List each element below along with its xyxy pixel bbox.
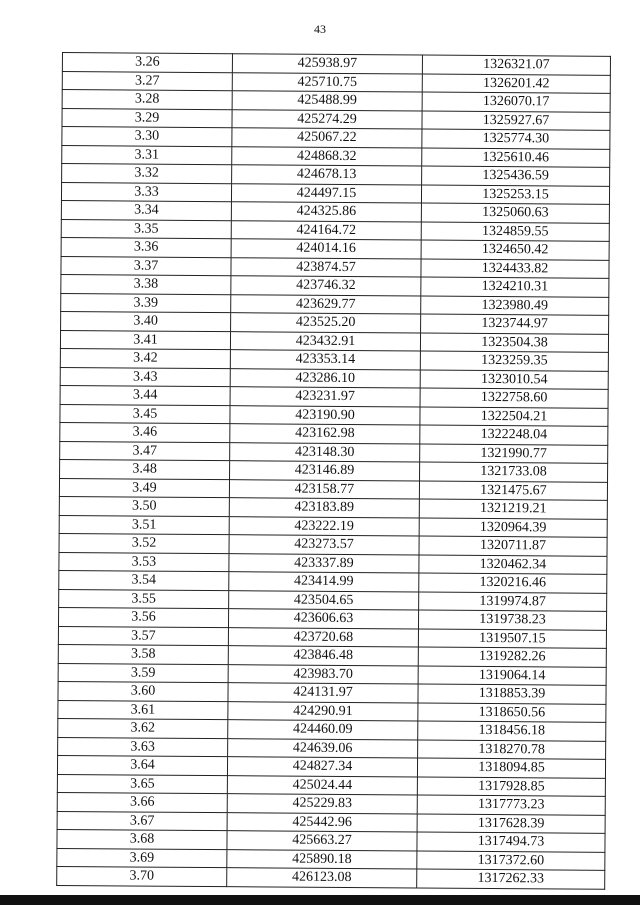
point-id-cell: 3.57 <box>58 626 228 646</box>
y-coordinate-cell: 1321990.77 <box>420 444 608 464</box>
y-coordinate-cell: 1317494.73 <box>417 832 605 852</box>
x-coordinate-cell: 425938.97 <box>232 54 422 74</box>
scan-bottom-edge <box>0 895 640 905</box>
y-coordinate-cell: 1323504.38 <box>420 333 608 353</box>
x-coordinate-cell: 425274.29 <box>232 109 422 129</box>
y-coordinate-cell: 1318853.39 <box>418 684 606 704</box>
point-id-cell: 3.62 <box>58 718 228 738</box>
x-coordinate-cell: 424868.32 <box>232 146 422 166</box>
point-id-cell: 3.33 <box>61 182 231 202</box>
x-coordinate-cell: 424497.15 <box>231 183 421 203</box>
x-coordinate-cell: 425890.18 <box>227 849 417 869</box>
point-id-cell: 3.29 <box>62 108 232 128</box>
x-coordinate-cell: 424639.06 <box>228 738 418 758</box>
y-coordinate-cell: 1325610.46 <box>422 148 610 168</box>
point-id-cell: 3.53 <box>59 552 229 572</box>
coordinates-table <box>56 52 611 889</box>
y-coordinate-cell: 1322758.60 <box>420 388 608 408</box>
y-coordinate-cell: 1318650.56 <box>418 703 606 723</box>
point-id-cell: 3.36 <box>61 237 231 257</box>
y-coordinate-cell: 1318270.78 <box>418 740 606 760</box>
x-coordinate-cell: 424131.97 <box>228 683 418 703</box>
y-coordinate-cell: 1325060.63 <box>421 203 609 223</box>
x-coordinate-cell: 423286.10 <box>230 368 420 388</box>
x-coordinate-cell: 425229.83 <box>227 794 417 814</box>
x-coordinate-cell: 423148.30 <box>230 442 420 462</box>
y-coordinate-cell: 1324859.55 <box>421 222 609 242</box>
y-coordinate-cell: 1317928.85 <box>417 776 605 796</box>
y-coordinate-cell: 1325253.15 <box>421 185 609 205</box>
y-coordinate-cell: 1320462.34 <box>419 555 607 575</box>
y-coordinate-cell: 1317372.60 <box>417 850 605 870</box>
point-id-cell: 3.66 <box>57 792 227 812</box>
point-id-cell: 3.68 <box>57 829 227 849</box>
point-id-cell: 3.42 <box>60 348 230 368</box>
point-id-cell: 3.47 <box>60 441 230 461</box>
point-id-cell: 3.37 <box>61 256 231 276</box>
x-coordinate-cell: 424014.16 <box>231 239 421 259</box>
y-coordinate-cell: 1326321.07 <box>422 55 610 75</box>
coordinates-table-body <box>57 53 611 889</box>
x-coordinate-cell: 423846.48 <box>228 646 418 666</box>
table-row <box>57 866 605 888</box>
x-coordinate-cell: 423432.91 <box>230 331 420 351</box>
point-id-cell: 3.55 <box>59 589 229 609</box>
point-id-cell: 3.67 <box>57 811 227 831</box>
x-coordinate-cell: 423414.99 <box>229 572 419 592</box>
y-coordinate-cell: 1318456.18 <box>418 721 606 741</box>
x-coordinate-cell: 423190.90 <box>230 405 420 425</box>
y-coordinate-cell: 1317262.33 <box>417 869 605 889</box>
point-id-cell: 3.45 <box>60 404 230 424</box>
point-id-cell: 3.65 <box>57 774 227 794</box>
x-coordinate-cell: 425710.75 <box>232 72 422 92</box>
y-coordinate-cell: 1326070.17 <box>422 92 610 112</box>
x-coordinate-cell: 424164.72 <box>231 220 421 240</box>
x-coordinate-cell: 423183.89 <box>229 498 419 518</box>
point-id-cell: 3.61 <box>58 700 228 720</box>
y-coordinate-cell: 1321219.21 <box>419 499 607 519</box>
x-coordinate-cell: 425663.27 <box>227 831 417 851</box>
y-coordinate-cell: 1318094.85 <box>417 758 605 778</box>
page-number: 43 <box>314 22 326 36</box>
y-coordinate-cell: 1325927.67 <box>422 111 610 131</box>
y-coordinate-cell: 1325436.59 <box>422 166 610 186</box>
point-id-cell: 3.43 <box>60 367 230 387</box>
point-id-cell: 3.31 <box>62 145 232 165</box>
y-coordinate-cell: 1320216.46 <box>419 573 607 593</box>
point-id-cell: 3.30 <box>62 127 232 147</box>
point-id-cell: 3.58 <box>58 644 228 664</box>
point-id-cell: 3.69 <box>57 848 227 868</box>
point-id-cell: 3.63 <box>58 737 228 757</box>
x-coordinate-cell: 423504.65 <box>229 590 419 610</box>
point-id-cell: 3.28 <box>62 90 232 110</box>
y-coordinate-cell: 1322504.21 <box>420 407 608 427</box>
x-coordinate-cell: 425442.96 <box>227 812 417 832</box>
y-coordinate-cell: 1317628.39 <box>417 813 605 833</box>
x-coordinate-cell: 423162.98 <box>230 424 420 444</box>
point-id-cell: 3.46 <box>60 422 230 442</box>
point-id-cell: 3.51 <box>59 515 229 535</box>
point-id-cell: 3.48 <box>60 459 230 479</box>
y-coordinate-cell: 1324650.42 <box>421 240 609 260</box>
x-coordinate-cell: 423158.77 <box>229 479 419 499</box>
x-coordinate-cell: 425067.22 <box>232 128 422 148</box>
x-coordinate-cell: 425488.99 <box>232 91 422 111</box>
y-coordinate-cell: 1319507.15 <box>418 629 606 649</box>
x-coordinate-cell: 424325.86 <box>231 202 421 222</box>
point-id-cell: 3.50 <box>59 496 229 516</box>
y-coordinate-cell: 1323010.54 <box>420 370 608 390</box>
point-id-cell: 3.60 <box>58 681 228 701</box>
y-coordinate-cell: 1319064.14 <box>418 666 606 686</box>
y-coordinate-cell: 1320964.39 <box>419 518 607 538</box>
point-id-cell: 3.32 <box>62 164 232 184</box>
point-id-cell: 3.39 <box>61 293 231 313</box>
x-coordinate-cell: 423273.57 <box>229 535 419 555</box>
y-coordinate-cell: 1323259.35 <box>420 351 608 371</box>
point-id-cell: 3.35 <box>61 219 231 239</box>
y-coordinate-cell: 1326201.42 <box>422 74 610 94</box>
y-coordinate-cell: 1324210.31 <box>421 277 609 297</box>
x-coordinate-cell: 423337.89 <box>229 553 419 573</box>
x-coordinate-cell: 424678.13 <box>232 165 422 185</box>
point-id-cell: 3.70 <box>57 866 227 886</box>
x-coordinate-cell: 423720.68 <box>228 627 418 647</box>
y-coordinate-cell: 1324433.82 <box>421 259 609 279</box>
y-coordinate-cell: 1317773.23 <box>417 795 605 815</box>
point-id-cell: 3.41 <box>60 330 230 350</box>
y-coordinate-cell: 1319738.23 <box>418 610 606 630</box>
x-coordinate-cell: 424827.34 <box>227 757 417 777</box>
x-coordinate-cell: 423353.14 <box>230 350 420 370</box>
y-coordinate-cell: 1325774.30 <box>422 129 610 149</box>
point-id-cell: 3.64 <box>57 755 227 775</box>
point-id-cell: 3.27 <box>62 71 232 91</box>
y-coordinate-cell: 1322248.04 <box>420 425 608 445</box>
point-id-cell: 3.38 <box>61 274 231 294</box>
x-coordinate-cell: 423525.20 <box>231 313 421 333</box>
x-coordinate-cell: 424290.91 <box>228 701 418 721</box>
x-coordinate-cell: 423629.77 <box>231 294 421 314</box>
point-id-cell: 3.52 <box>59 533 229 553</box>
y-coordinate-cell: 1319282.26 <box>418 647 606 667</box>
x-coordinate-cell: 423146.89 <box>230 461 420 481</box>
point-id-cell: 3.34 <box>61 200 231 220</box>
coordinates-table-wrapper <box>56 52 610 889</box>
x-coordinate-cell: 423746.32 <box>231 276 421 296</box>
point-id-cell: 3.49 <box>59 478 229 498</box>
point-id-cell: 3.26 <box>62 53 232 73</box>
y-coordinate-cell: 1323980.49 <box>421 296 609 316</box>
y-coordinate-cell: 1323744.97 <box>421 314 609 334</box>
x-coordinate-cell: 423874.57 <box>231 257 421 277</box>
point-id-cell: 3.44 <box>60 385 230 405</box>
x-coordinate-cell: 425024.44 <box>227 775 417 795</box>
x-coordinate-cell: 423606.63 <box>228 609 418 629</box>
point-id-cell: 3.59 <box>58 663 228 683</box>
y-coordinate-cell: 1321733.08 <box>420 462 608 482</box>
y-coordinate-cell: 1321475.67 <box>419 481 607 501</box>
x-coordinate-cell: 423222.19 <box>229 516 419 536</box>
x-coordinate-cell: 424460.09 <box>228 720 418 740</box>
y-coordinate-cell: 1319974.87 <box>419 592 607 612</box>
point-id-cell: 3.40 <box>61 311 231 331</box>
x-coordinate-cell: 423231.97 <box>230 387 420 407</box>
point-id-cell: 3.54 <box>59 570 229 590</box>
y-coordinate-cell: 1320711.87 <box>419 536 607 556</box>
x-coordinate-cell: 423983.70 <box>228 664 418 684</box>
x-coordinate-cell: 426123.08 <box>227 868 417 888</box>
point-id-cell: 3.56 <box>58 607 228 627</box>
